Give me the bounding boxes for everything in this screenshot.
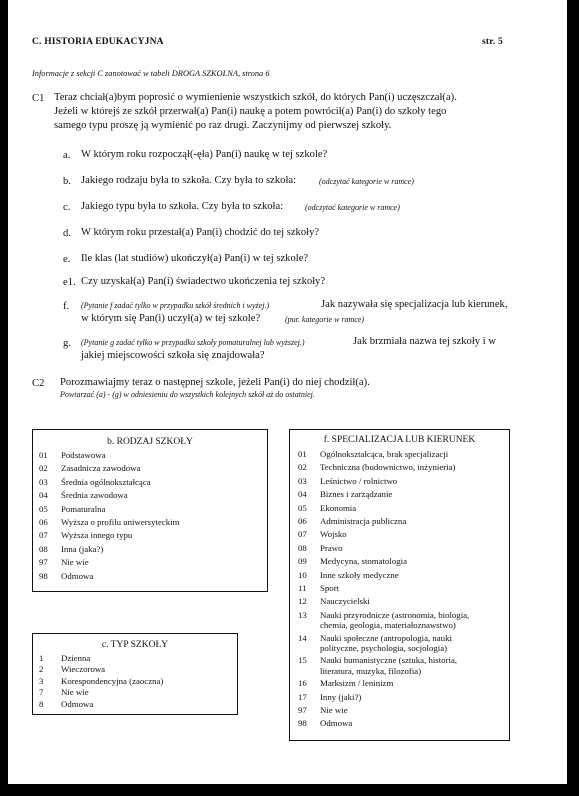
c2-label: C2: [32, 378, 45, 389]
item-label: Pomaturalna: [61, 503, 106, 514]
item-code: 05: [298, 502, 307, 513]
item-code: 17: [298, 691, 307, 702]
item-label: Nie wie: [61, 557, 89, 568]
item-code: 97: [39, 557, 48, 568]
item-label: Średnia ogólnokształcąca: [61, 476, 151, 487]
question-g-note: (Pytanie g zadać tylko w przypadku szkoły pomaturalnej lub wyższej.): [81, 338, 305, 347]
section-title: C. HISTORIA EDUKACYJNA: [32, 37, 164, 47]
school-type-box: [32, 633, 238, 715]
item-label: Techniczna (budownictwo, inżynieria): [320, 462, 456, 473]
item-label: Nie wie: [61, 687, 89, 698]
item-label: Administracja publiczna: [320, 516, 407, 526]
item-code: 02: [39, 463, 48, 474]
school-kind-title: b. RODZAJ SZKOŁY: [107, 437, 193, 447]
question-b-text: Jakiego rodzaju była to szkoła. Czy była to szkoła:: [81, 175, 297, 186]
item-code: 1: [39, 653, 44, 663]
question-f-note-2: (pur. kategorie w ramce): [285, 315, 365, 324]
item-label: Marksizm / leninizm: [320, 678, 394, 689]
question-a-text: W którym roku rozpoczął(-ęła) Pan(i) naukę w tej szkole?: [81, 149, 328, 160]
item-label: Inna (jaka?): [61, 543, 104, 554]
item-code: 8: [39, 698, 44, 709]
item-code: 97: [298, 704, 307, 715]
question-e-text: Ile klas (lat studiów) ukończył(a) Pan(i) w tej szkole?: [81, 253, 309, 264]
item-code: 04: [39, 490, 48, 501]
c1-label: C1: [32, 93, 45, 104]
item-label: Ekonomia: [320, 502, 357, 513]
item-label: Biznes i zarządzanie: [320, 489, 393, 500]
c1-line-1: Teraz chciał(a)bym poprosić o wymienienie wszystkich szkół, do których Pan(i) uczęszczał(a).: [54, 92, 457, 103]
item-code: 14: [298, 632, 307, 643]
question-d-text: W którym roku przestał(a) Pan(i) chodzić do tej szkoły?: [81, 227, 320, 238]
item-code: 98: [39, 570, 48, 581]
item-label: Wyższa innego typu: [61, 530, 133, 541]
question-c-text: Jakiego typu była to szkoła. Czy była to szkoła:: [81, 201, 284, 212]
item-label: Średnia zawodowa: [61, 490, 128, 501]
c1-line-3: samego typu proszę ją wymienić po raz drugi. Zaczynijmy od pierwszej szkoły.: [54, 120, 392, 131]
item-code: 08: [298, 542, 307, 553]
item-label: Nauczycielski: [320, 596, 370, 607]
question-b-note: (odczytać kategorie w ramce): [319, 177, 414, 186]
item-label: Korespondencyjna (zaoczna): [61, 675, 164, 686]
item-code: 16: [298, 678, 307, 689]
item-code: 05: [39, 503, 48, 514]
item-code: 04: [298, 489, 307, 500]
item-label: Odmowa: [61, 570, 94, 581]
item-code: 13: [298, 609, 307, 620]
school-type-title: c. TYP SZKOŁY: [101, 640, 169, 650]
item-label: Sport: [320, 583, 340, 593]
question-d-label: d.: [63, 228, 71, 239]
item-code: 15: [298, 655, 307, 666]
item-code: 02: [298, 462, 307, 473]
item-code: 07: [39, 530, 48, 541]
item-code: 2: [39, 664, 44, 675]
item-label: Wieczorowa: [61, 664, 106, 675]
item-label: Wojsko: [320, 529, 347, 540]
item-code: 07: [298, 529, 307, 540]
item-label: Podstawowa: [61, 450, 106, 460]
item-code: 11: [298, 583, 307, 593]
item-code: 01: [298, 449, 307, 459]
question-f-note: (Pytanie f zadać tylko w przypadku szkół średnich i wyżej.): [81, 301, 270, 310]
item-code: 08: [39, 543, 48, 554]
item-label: Leśnictwo / rolnictwo: [320, 475, 398, 486]
page-number: str. 5: [482, 37, 503, 47]
item-code: 06: [39, 517, 48, 527]
question-a-label: a.: [63, 150, 71, 161]
question-f-text-2: w którym się Pan(i) uczył(a) w tej szkole?: [81, 313, 261, 324]
item-label: Nie wie: [320, 704, 348, 715]
item-code: 12: [298, 596, 307, 607]
question-g-text-2: jakiej miejscowości szkoła się znajdowała?: [81, 350, 265, 361]
intro-note: Informacje z sekcji C zanotować w tabeli DROGA SZKOLNA, strona 6: [32, 69, 270, 78]
item-code: 10: [298, 569, 307, 580]
question-b-label: b.: [63, 176, 71, 187]
item-code: 3: [39, 675, 44, 686]
item-label: Inny (jaki?): [320, 691, 362, 702]
item-code: 03: [39, 476, 48, 487]
item-code: 03: [298, 475, 307, 486]
item-label: Inne szkoły medyczne: [320, 569, 399, 580]
item-code: 01: [39, 450, 48, 460]
c1-line-2: Jeżeli w którejś ze szkół przerwał(a) Pan(i) naukę a potem powrócił(a) Pan(i) do szkoły tego: [54, 106, 447, 117]
item-label: Medycyna, stomatologia: [320, 556, 407, 567]
c2-text: Porozmawiajmy teraz o następnej szkole, jeżeli Pan(i) do niej chodził(a).: [60, 377, 370, 388]
item-code: 09: [298, 556, 307, 567]
item-label: Ogólnokształcąca, brak specjalizacji: [320, 449, 449, 459]
specialization-box: [289, 429, 510, 741]
question-e1-label: e1.: [63, 277, 76, 288]
question-f-text: Jak nazywała się specjalizacja lub kierunek,: [321, 299, 508, 310]
item-label: Nauki społeczne (antropologia, nauki polityczne, psychologia, socjologia): [320, 632, 452, 654]
c2-note: Powtarzać (a) - (g) w odniesieniu do wszystkich kolejnych szkół aż do ostatniej.: [60, 390, 315, 399]
item-code: 06: [298, 516, 307, 526]
question-c-note: (odczytać kategorie w ramce): [305, 203, 400, 212]
specialization-title: f. SPECJALIZACJA LUB KIERUNEK: [323, 435, 476, 445]
question-e1-text: Czy uzyskał(a) Pan(i) świadectwo ukończenia tej szkoły?: [81, 276, 326, 287]
item-code: 98: [298, 718, 307, 729]
question-f-label: f.: [63, 301, 70, 312]
item-label: Odmowa: [61, 698, 94, 709]
document-page: [8, 0, 567, 784]
item-label: Dzienna: [61, 653, 91, 663]
item-label: Nauki humanistyczne (sztuka, historia, literatura, muzyka, filozofia): [320, 655, 458, 676]
item-label: Odmowa: [320, 718, 353, 729]
item-label: Prawo: [320, 542, 343, 553]
question-g-label: g.: [63, 338, 71, 349]
question-c-label: c.: [63, 202, 71, 213]
question-g-text: Jak brzmiała nazwa tej szkoły i w: [353, 336, 496, 347]
item-label: Wyższa o profilu uniwersyteckim: [61, 517, 180, 527]
school-kind-box: [32, 429, 268, 592]
item-label: Zasadnicza zawodowa: [61, 463, 141, 474]
question-e-label: e.: [63, 254, 71, 265]
item-code: 7: [39, 687, 44, 698]
item-label: Nauki przyrodnicze (astronomia, biologia, chemia, geologia, materiałoznawstwo): [320, 609, 470, 631]
